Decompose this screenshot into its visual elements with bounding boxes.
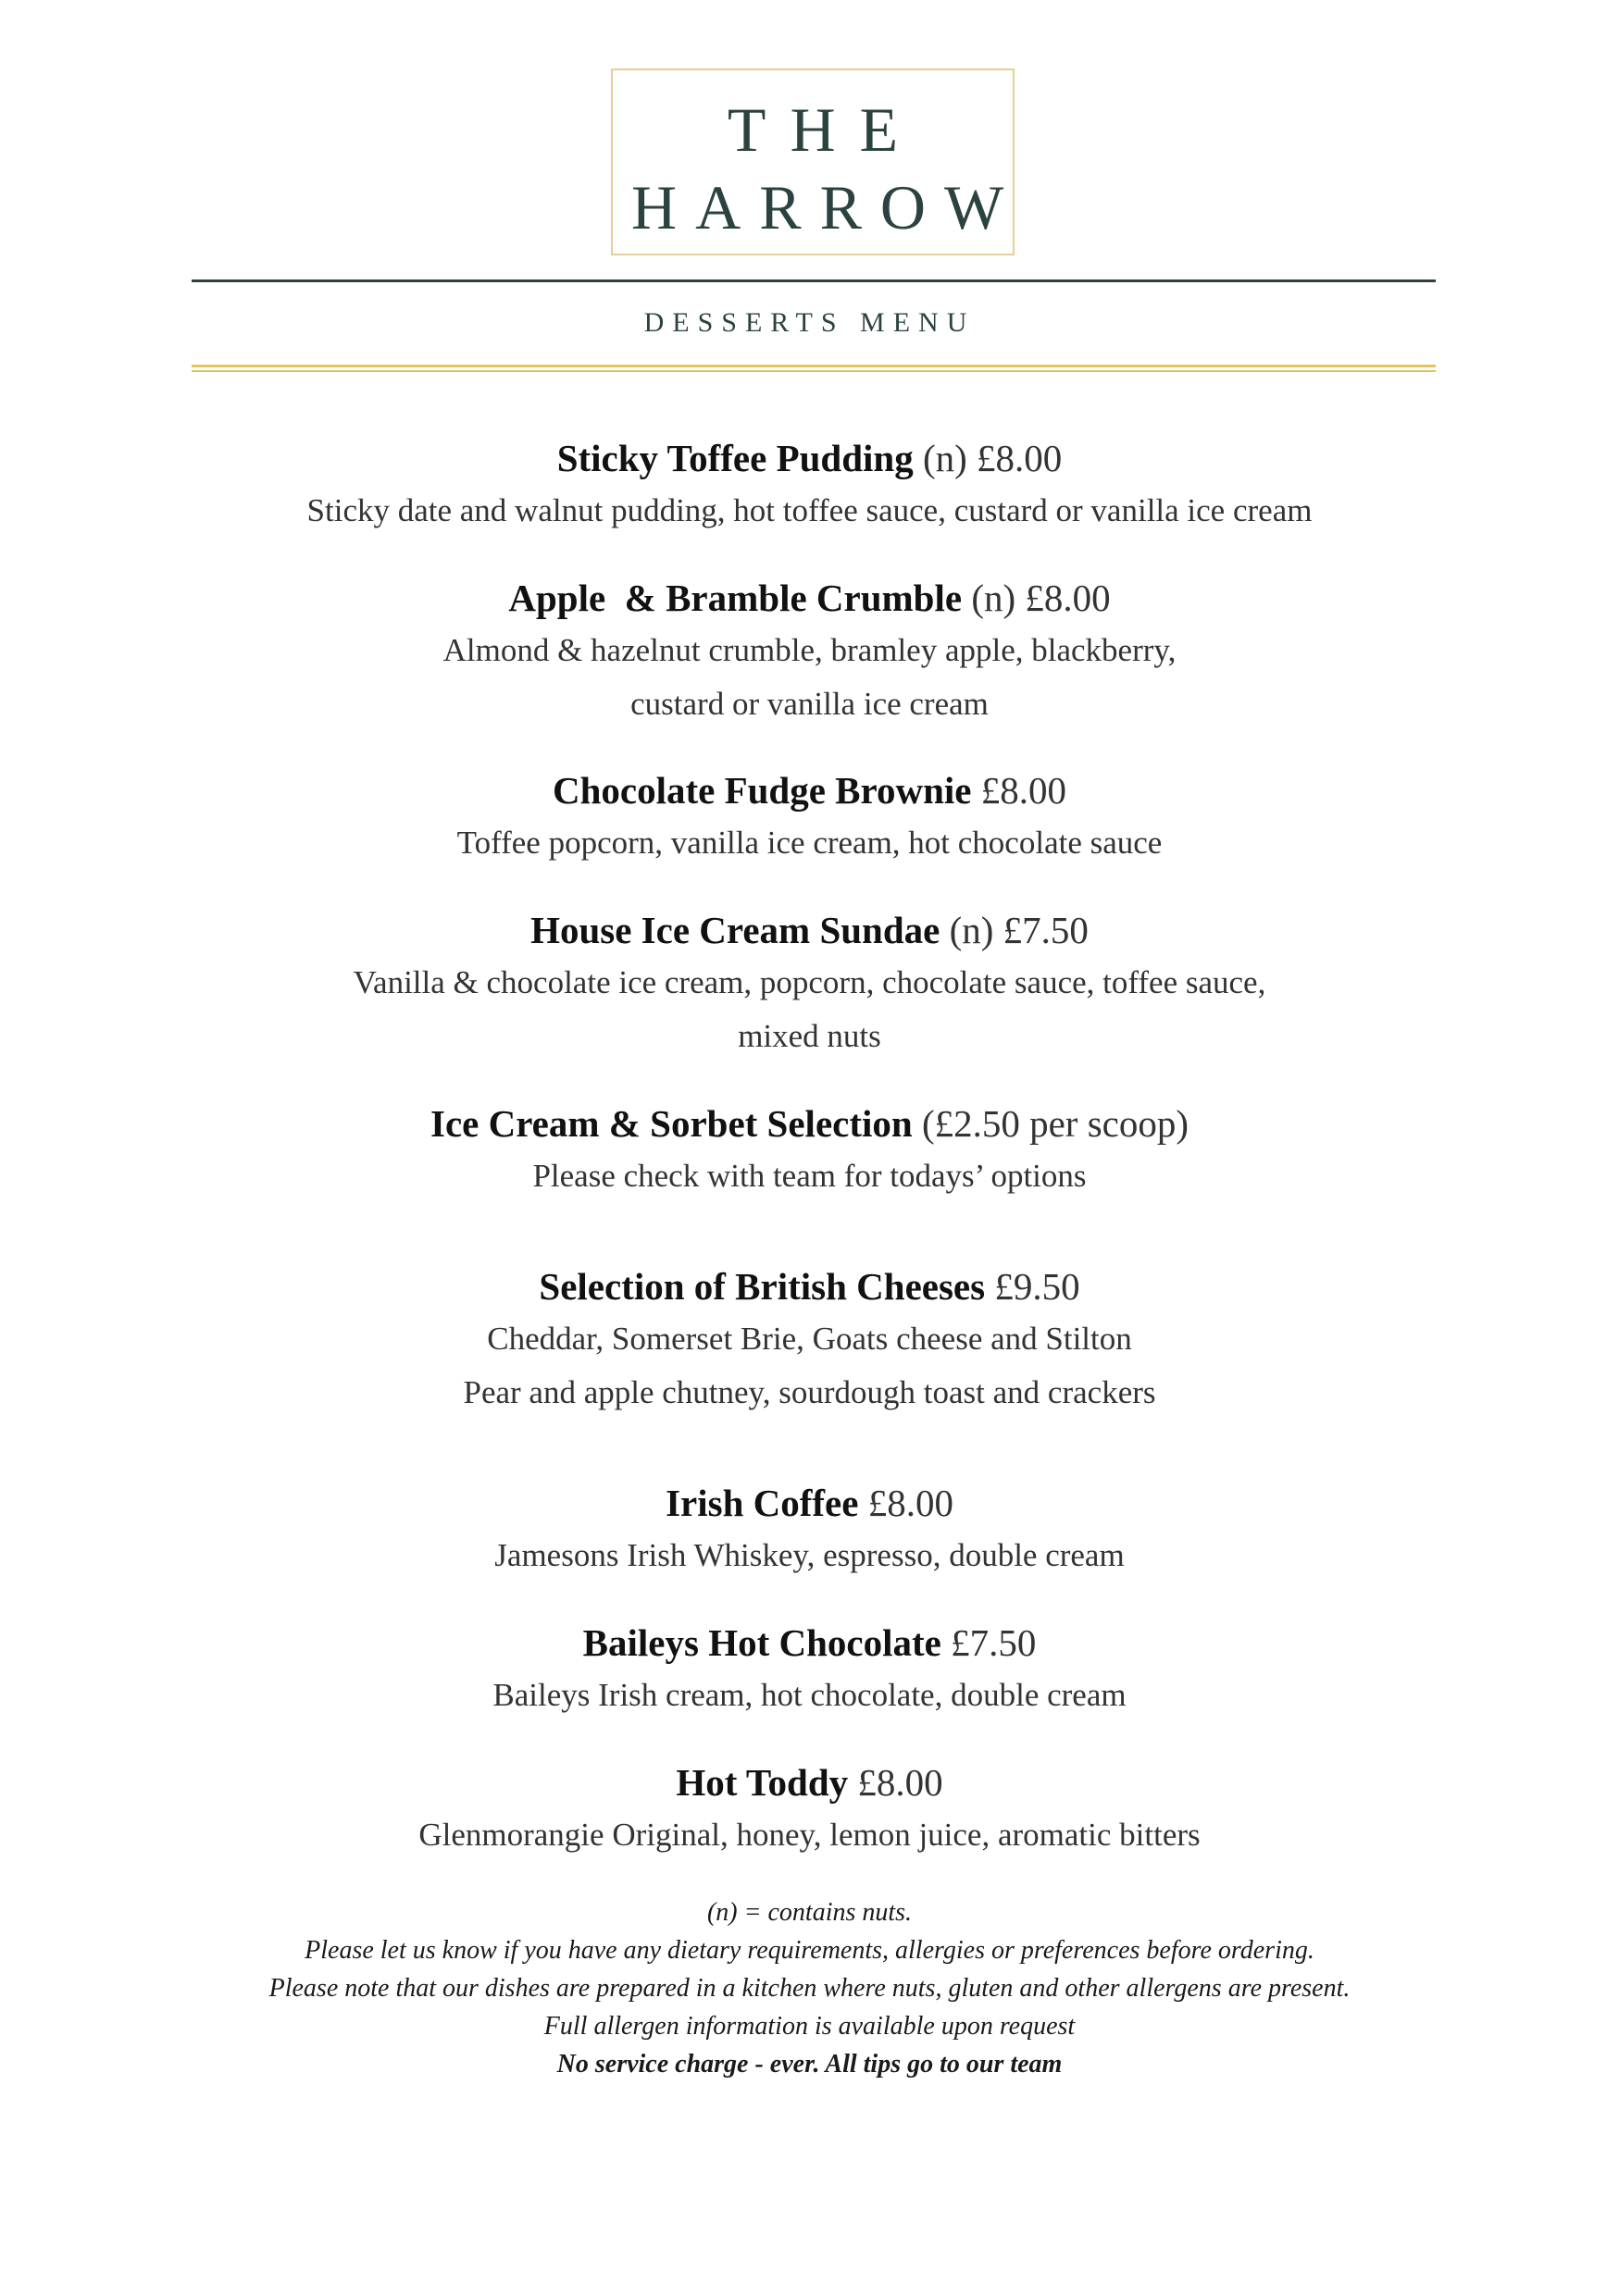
- menu-item-heading: [0, 432, 1619, 484]
- menu-item-heading: [0, 904, 1619, 956]
- menu-item-description: [0, 1312, 1619, 1420]
- allergen-info-note: Full allergen information is available upon request: [543, 2012, 1076, 2041]
- menu-item-name: Hot Toddy: [676, 1761, 849, 1804]
- description-line: Toffee popcorn, vanilla ice cream, hot chocolate sauce: [456, 825, 1163, 861]
- header-divider: [192, 279, 1436, 282]
- menu-item-description: [0, 816, 1619, 870]
- menu-item-name: Apple & Bramble Crumble: [508, 577, 963, 619]
- menu-item-name: Irish Coffee: [666, 1482, 859, 1524]
- menu-item-name: Selection of British Cheeses: [539, 1265, 986, 1308]
- menu-item-heading: [0, 1477, 1619, 1529]
- footnotes: [0, 1893, 1619, 2083]
- description-line: Cheddar, Somerset Brie, Goats cheese and Stilton: [487, 1321, 1132, 1357]
- menu-item-price: (£2.50 per scoop): [921, 1102, 1189, 1145]
- menu-item-heading: [0, 764, 1619, 816]
- menu-item-name: Ice Cream & Sorbet Selection: [430, 1102, 913, 1145]
- description-line: Glenmorangie Original, honey, lemon juice, aromatic bitters: [418, 1817, 1201, 1853]
- gold-divider-thin: [192, 370, 1436, 372]
- menu-item: [0, 572, 1619, 731]
- menu-item-name: House Ice Cream Sundae: [530, 909, 940, 951]
- description-line: Baileys Irish cream, hot chocolate, double cream: [492, 1677, 1127, 1713]
- menu-item: [0, 764, 1619, 870]
- menu-item-price: £8.00: [867, 1482, 953, 1524]
- nuts-key: (n) = contains nuts.: [706, 1898, 913, 1927]
- logo-line-harrow: HARROW: [631, 172, 1023, 242]
- description-line: Sticky date and walnut pudding, hot toffee sauce, custard or vanilla ice cream: [306, 492, 1313, 528]
- menu-item-description: [0, 956, 1619, 1063]
- menu-item-price: (n) £8.00: [922, 437, 1063, 479]
- menu-item-description: [0, 1529, 1619, 1582]
- menu-item-price: (n) £7.50: [949, 909, 1089, 951]
- description-line: Please check with team for todays’ options: [532, 1158, 1087, 1194]
- menu-item-heading: [0, 1098, 1619, 1149]
- menu-item-name: Chocolate Fudge Brownie: [552, 769, 972, 812]
- menu-item-description: [0, 1808, 1619, 1862]
- menu-item-description: [0, 1669, 1619, 1722]
- menu-item: [0, 1756, 1619, 1862]
- menu-item-heading: [0, 1260, 1619, 1312]
- description-line: Almond & hazelnut crumble, bramley apple, blackberry,: [442, 632, 1177, 668]
- menu-item: [0, 1098, 1619, 1203]
- description-line: Vanilla & chocolate ice cream, popcorn, chocolate sauce, toffee sauce,: [353, 964, 1266, 1000]
- menu-item-description: [0, 624, 1619, 731]
- menu-item-heading: [0, 572, 1619, 624]
- menu-item: [0, 1617, 1619, 1722]
- menu-item: [0, 1260, 1619, 1420]
- menu-item-heading: [0, 1617, 1619, 1669]
- logo: [611, 68, 1023, 255]
- menu-item-price: £7.50: [951, 1621, 1037, 1664]
- description-line: mixed nuts: [738, 1018, 881, 1054]
- service-charge-note: No service charge - ever. All tips go to our team: [556, 2050, 1063, 2079]
- menu-item-description: [0, 1149, 1619, 1203]
- menu-item: [0, 1477, 1619, 1582]
- menu-item: [0, 432, 1619, 538]
- logo-line-the: THE: [727, 94, 923, 165]
- description-line: Pear and apple chutney, sourdough toast and crackers: [463, 1374, 1156, 1410]
- menu-item-name: Sticky Toffee Pudding: [556, 437, 914, 479]
- description-line: custard or vanilla ice cream: [630, 686, 989, 722]
- menu-item-heading: [0, 1756, 1619, 1808]
- menu-item-description: [0, 484, 1619, 538]
- menu-item-name: Baileys Hot Chocolate: [582, 1621, 941, 1664]
- gold-divider: [192, 365, 1436, 367]
- menu-item: [0, 904, 1619, 1063]
- menu-item-price: £8.00: [857, 1761, 943, 1804]
- menu-item-price: (n) £8.00: [971, 577, 1111, 619]
- kitchen-note: Please note that our dishes are prepared in a kitchen where nuts, gluten and other allergens are present.: [268, 1974, 1351, 2003]
- description-line: Jamesons Irish Whiskey, espresso, double cream: [494, 1537, 1125, 1573]
- menu-item-price: £9.50: [994, 1265, 1080, 1308]
- dietary-note: Please let us know if you have any dietary requirements, allergies or preferences before ordering.: [305, 1936, 1314, 1965]
- section-title: DESSERTS MENU: [643, 307, 976, 338]
- menu-item-price: £8.00: [980, 769, 1066, 812]
